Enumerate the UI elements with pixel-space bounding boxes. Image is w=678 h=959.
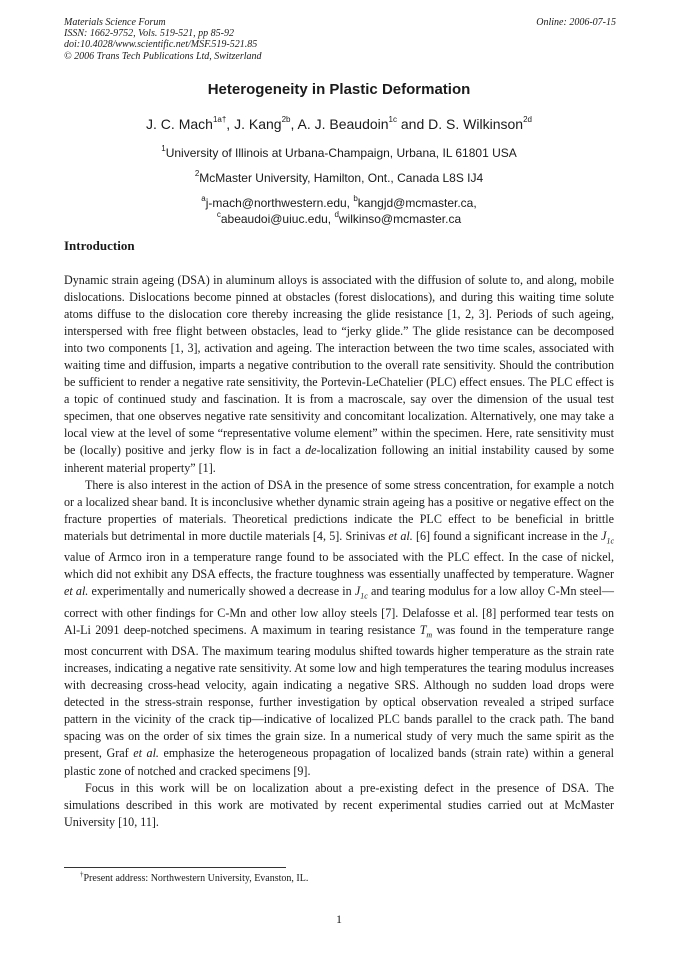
issn-line: ISSN: 1662-9752, Vols. 519-521, pp 85-92 <box>64 28 234 40</box>
email-line-1 <box>0 195 678 211</box>
body-paragraph <box>64 780 614 831</box>
body-text <box>64 272 614 831</box>
text-run: emphasize the heterogeneous propagation of localized bands (strain rate) within a general plastic zone of notched and cracked specimens [9]. <box>64 746 615 778</box>
text-run: was found in the temperature range most concurrent with DSA. The maximum tearing modulus shifted towards higher temperature as the strain rate increases, indicating a negative rate sensitivity. At some low and high temperatures the tearing modulus increases with decreasing cross-head velocity, again indicating a negative SRS. Although no sudden load drops were detected in the stress-strain response, further investigation by optical observation revealed a striped surface pattern in the vicinity of the crack tip—indicative of localized PLC bands parallel to the crack path. The band spacing was on the order of six times the grain size. In a numerical study of very much the same spirit as the present, Graf <box>64 622 614 761</box>
paper-title: Heterogeneity in Plastic Deformation <box>207 81 471 98</box>
author-separator: , <box>226 116 235 132</box>
affiliation-text: University of Illinois at Urbana-Champaign, Urbana, IL 61801 USA <box>165 146 517 160</box>
email-address: wilkinso@mcmaster.ca <box>338 212 462 226</box>
text-run: and tearing modulus for a low alloy C-Mn steel—correct with other findings for C-Mn and other low alloy steels [7]. Delafosse et al. [8] performed tear tests on Al-Li 2091 deep-notched specimens. A maximum in tearing resistance <box>64 584 614 637</box>
footnote-text: Present address: Northwestern University, Evanston, IL. <box>83 873 309 884</box>
text-run: Dynamic strain ageing (DSA) in aluminum alloys is associated with the diffusion of solute to, and along, mobile dislocations. Dislocations become pinned at obstacles (forest dislocations), and during this waiting time solute atoms diffuse to the dislocation core thereby increasing the glide resistance [1, 2, 3]. Periods of such ageing, interspersed with free flight between obstacles, lead to “jerky glide.” The glide resistance can be decomposed into two components [1, 3], activation and ageing. The interaction between the two time scales, associated with waiting time and diffusion, imparts a negative contribution to the overall rate sensitivity. Should the contribution be sufficient to render a negative rate sensitivity, the Portevin-LeChatelier (PLC) effect ensues. The PLC effect is a topic of continued study and fascination. It is from a macroscale, say over the dimension of the usual test specimen, that one observes negative rate sensitivity and concomitant localization. Alternatively, one may take a local view at the level of some “representative volume element” within the specimen. Here, rate sensitivity must be (locally) positive and jerky flow is in fact a <box>64 273 614 458</box>
author-separator: and <box>397 116 429 132</box>
email-address: abeaudoi@uiuc.edu, <box>220 212 335 226</box>
affiliation-2 <box>0 170 678 186</box>
text-run: Focus in this work will be on localization about a pre-existing defect in the presence of DSA. The simulations described in this work are motivated by recent experimental studies carried out at McMaster University [10, 11]. <box>64 780 614 829</box>
author-marker: 1a† <box>212 115 227 125</box>
author-name: D. S. Wilkinson <box>428 116 524 132</box>
italic-text: de <box>305 443 317 458</box>
email-marker: b <box>353 194 358 203</box>
author-name: J. Kang <box>234 116 282 132</box>
author-marker: 1c <box>388 115 397 125</box>
footnote-rule <box>64 867 286 868</box>
footnote-marker: † <box>80 870 84 879</box>
math-subscript: 1c <box>606 536 614 546</box>
text-run: experimentally and numerically showed a decrease in <box>88 584 355 599</box>
text-run: [6] found a significant increase in the <box>412 528 602 543</box>
affiliation-marker: 1 <box>161 144 166 153</box>
copyright-line: © 2006 Trans Tech Publications Ltd, Switzerland <box>64 50 262 62</box>
affiliation-1 <box>0 145 678 161</box>
italic-text: et al. <box>64 584 89 599</box>
text-run: -localization following an initial instability caused by some inherent material property” [1]. <box>64 443 614 475</box>
text-run: value of Armco iron in a temperature range found to be associated with the PLC effect. In the case of nickel, which did not exhibit any DSA effects, the fracture toughness was essentially unaffected by temperature. Wagner <box>64 550 614 582</box>
author-name: J. C. Mach <box>146 116 213 132</box>
italic-text: J <box>354 584 361 599</box>
doi-line: doi:10.4028/www.scientific.net/MSF.519-521.85 <box>64 39 258 51</box>
email-address: kangjd@mcmaster.ca, <box>357 196 477 210</box>
section-heading: Introduction <box>64 238 135 253</box>
author-name: A. J. Beaudoin <box>297 116 389 132</box>
body-paragraph <box>64 477 614 780</box>
footnote <box>80 870 309 885</box>
author-list <box>0 114 678 134</box>
affiliation-marker: 2 <box>194 169 200 178</box>
email-marker: a <box>201 194 206 203</box>
email-marker: d <box>334 210 339 219</box>
email-address: j-mach@northwestern.edu, <box>205 196 354 210</box>
math-subscript: m <box>426 630 433 640</box>
email-line-2 <box>0 211 678 227</box>
body-paragraph <box>64 272 614 477</box>
publication-info <box>64 17 424 62</box>
page-number: 1 <box>336 912 342 926</box>
italic-text: J <box>601 528 607 543</box>
affiliation-text: McMaster University, Hamilton, Ont., Canada L8S IJ4 <box>199 171 484 185</box>
online-date: Online: 2006-07-15 <box>536 17 616 28</box>
text-run: There is also interest in the action of DSA in the presence of some stress concentration, for example a notch or a localized shear band. It is inconclusive whether dynamic strain ageing has a positive or negative effect on the fracture properties of materials. Theoretical predictions indicate the PLC effect to be beneficial in brittle materials but detrimental in more ductile materials [4, 5]. Srinivas <box>64 477 614 543</box>
italic-text: et al. <box>388 528 413 543</box>
author-marker: 2b <box>281 115 291 125</box>
author-separator: , <box>290 116 298 132</box>
italic-text: et al. <box>133 746 159 761</box>
journal-name: Materials Science Forum <box>64 17 166 28</box>
author-marker: 2d <box>523 115 532 125</box>
math-subscript: 1c <box>360 591 368 601</box>
italic-text: T <box>419 622 427 637</box>
email-marker: c <box>216 210 221 219</box>
